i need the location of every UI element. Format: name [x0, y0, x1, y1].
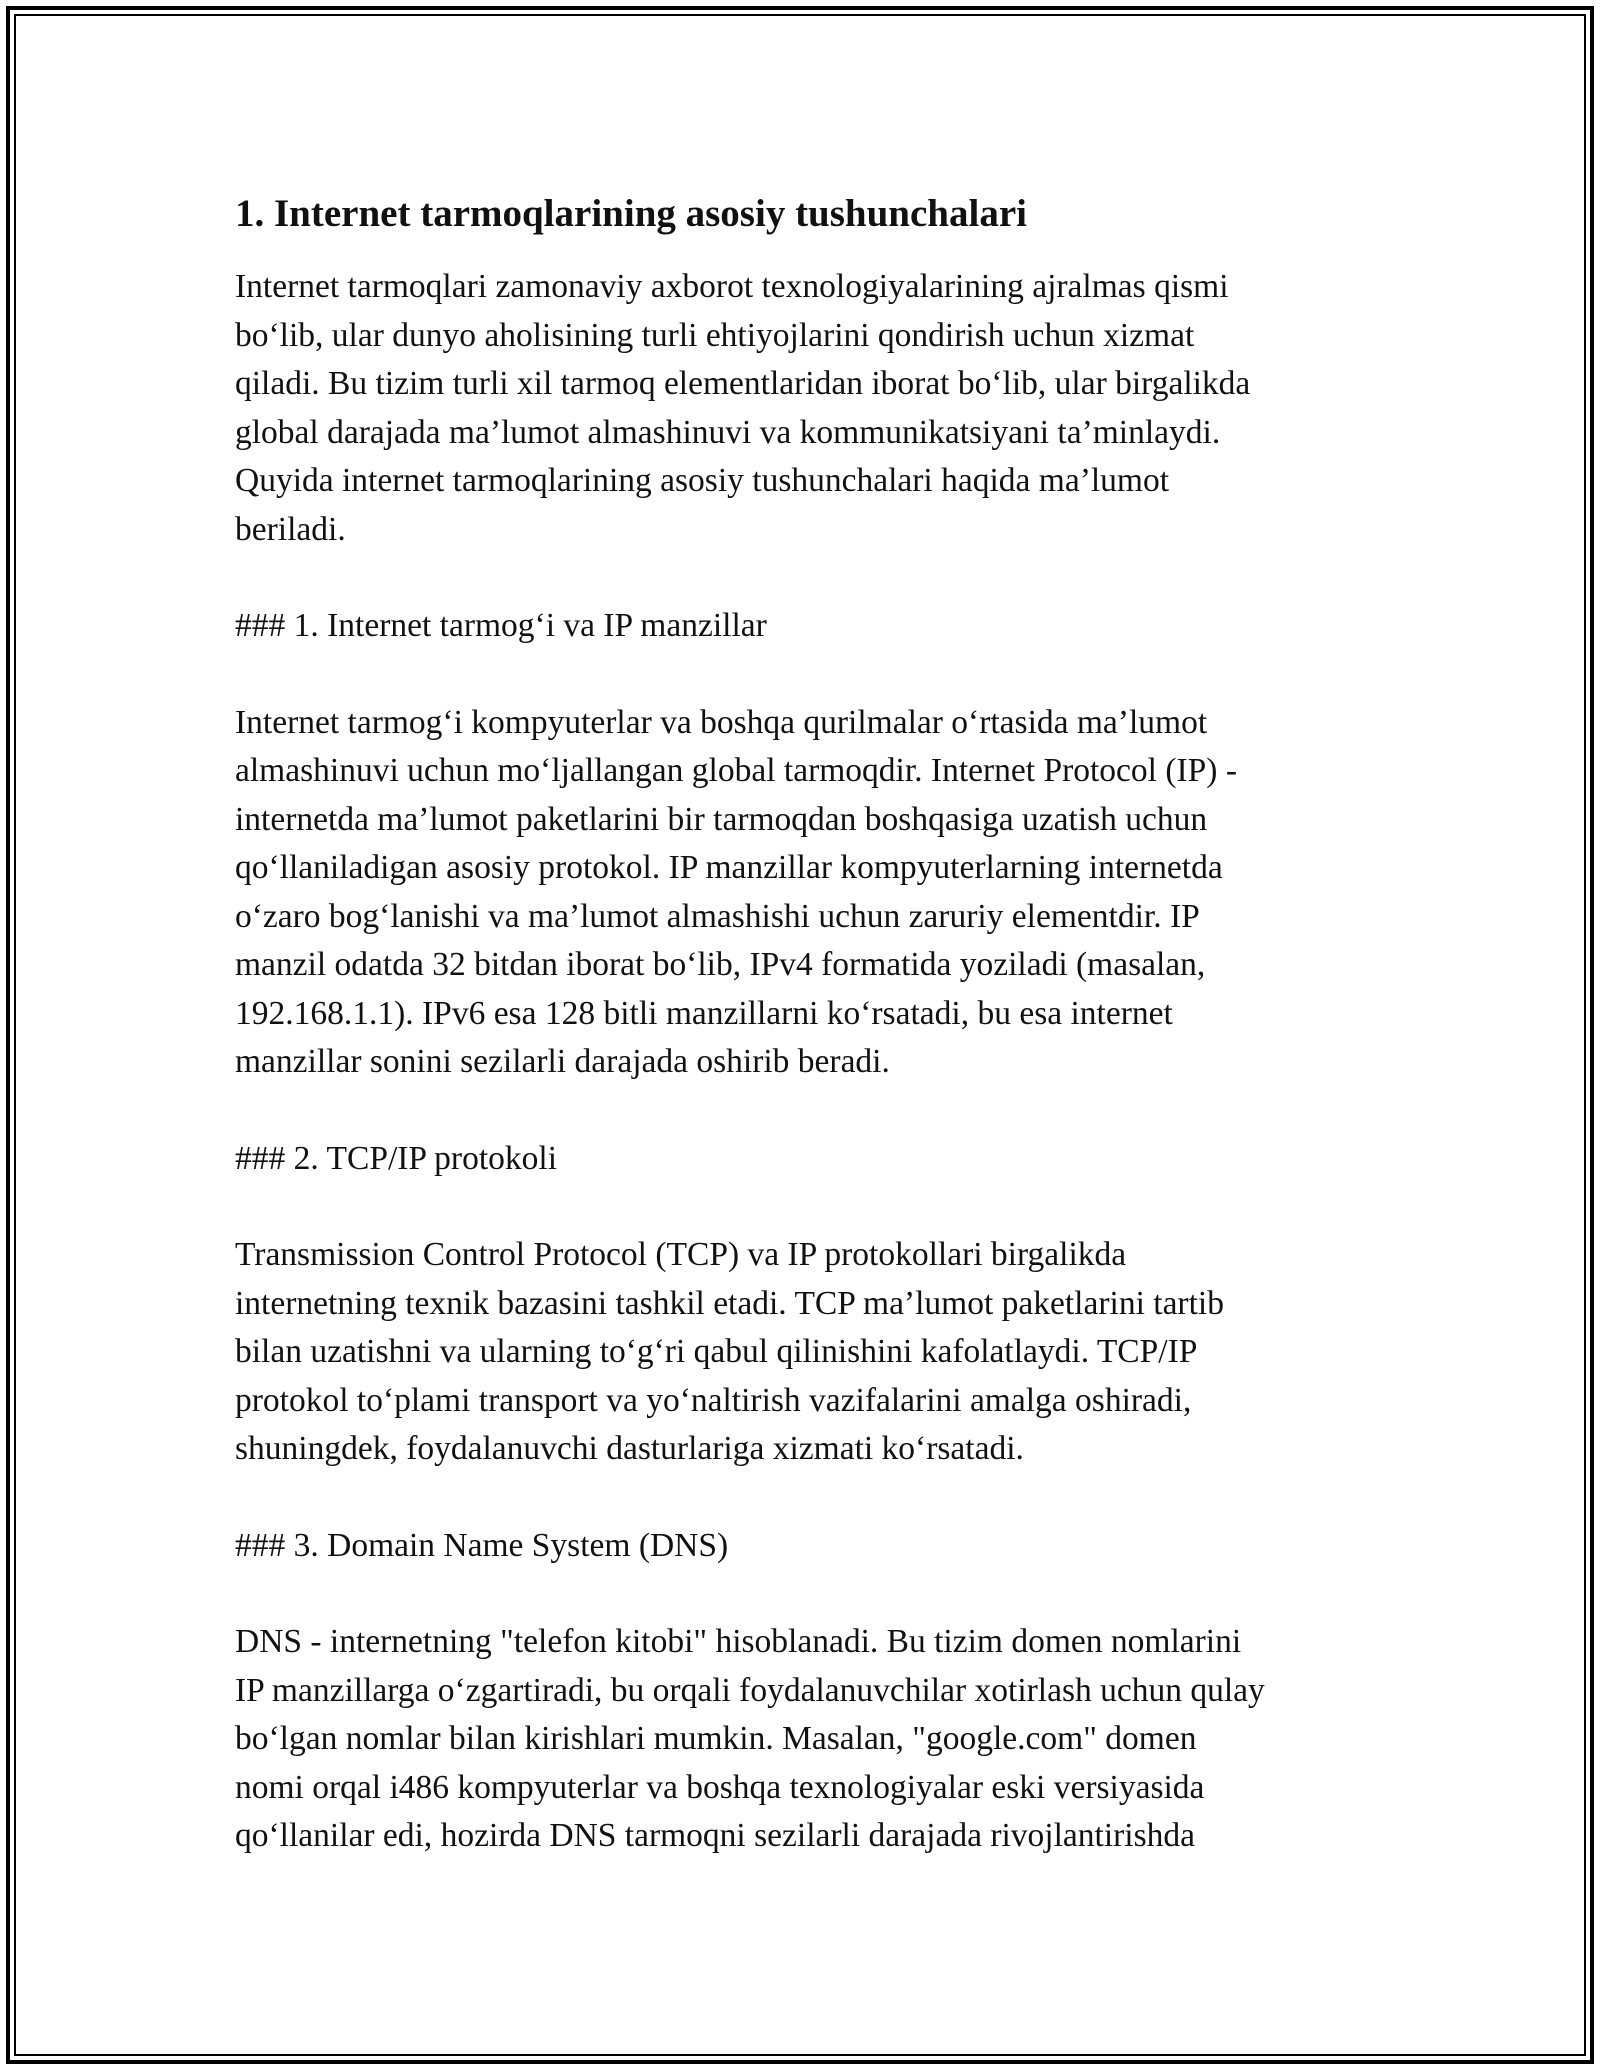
- text-line: beriladi.: [235, 510, 346, 548]
- text-line: bilan uzatishni va ularning to‘g‘ri qabul qilinishini kafolatlaydi. TCP/IP: [235, 1333, 1198, 1370]
- section-paragraph-dns: [235, 1618, 1375, 1861]
- text-line: Internet tarmoqlari zamonaviy axborot texnologiyalarining ajralmas qismi: [235, 268, 1229, 305]
- section-heading-ip: ### 1. Internet tarmog‘i va IP manzillar: [235, 607, 767, 644]
- text-line: qo‘llaniladigan asosiy protokol. IP manzillar kompyuterlarning internetda: [235, 849, 1223, 886]
- document-title: 1. Internet tarmoqlarining asosiy tushunchalari: [235, 192, 1027, 235]
- text-line: qiladi. Bu tizim turli xil tarmoq elementlaridan iborat bo‘lib, ular birgalikda: [235, 365, 1251, 402]
- text-line: protokol to‘plami transport va yo‘naltirish vazifalarini amalga oshiradi,: [235, 1381, 1192, 1419]
- text-line: global darajada ma’lumot almashinuvi va kommunikatsiyani ta’minlaydi.: [235, 413, 1221, 451]
- text-line: IP manzillarga o‘zgartiradi, bu orqali foydalanuvchilar xotirlash uchun qulay: [235, 1671, 1265, 1709]
- text-line: internetda ma’lumot paketlarini bir tarmoqdan boshqasiga uzatish uchun: [235, 800, 1208, 838]
- section-heading-dns: ### 3. Domain Name System (DNS): [235, 1526, 729, 1564]
- text-line: nomi orqal i486 kompyuterlar va boshqa texnologiyalar eski versiyasida: [235, 1768, 1205, 1806]
- text-line: Transmission Control Protocol (TCP) va IP protokollari birgalikda: [235, 1236, 1127, 1273]
- text-line: manzil odatda 32 bitdan iborat bo‘lib, IPv4 formatida yoziladi (masalan,: [235, 946, 1206, 983]
- section-paragraph-tcpip: [235, 1231, 1375, 1474]
- text-line: 192.168.1.1). IPv6 esa 128 bitli manzillarni ko‘rsatadi, bu esa internet: [235, 994, 1173, 1032]
- text-line: o‘zaro bog‘lanishi va ma’lumot almashishi uchun zaruriy elementdir. IP: [235, 897, 1200, 935]
- document-body: [235, 188, 1375, 1861]
- section-paragraph-ip: [235, 699, 1375, 1087]
- text-line: Internet tarmog‘i kompyuterlar va boshqa qurilmalar o‘rtasida ma’lumot: [235, 703, 1208, 741]
- text-line: almashinuvi uchun mo‘ljallangan global tarmoqdir. Internet Protocol (IP) -: [235, 752, 1237, 789]
- text-line: Quyida internet tarmoqlarining asosiy tushunchalari haqida ma’lumot: [235, 462, 1170, 499]
- section-heading-tcpip: ### 2. TCP/IP protokoli: [235, 1139, 558, 1177]
- text-line: shuningdek, foydalanuvchi dasturlariga xizmati ko‘rsatadi.: [235, 1430, 1024, 1467]
- text-line: bo‘lib, ular dunyo aholisining turli ehtiyojlarini qondirish uchun xizmat: [235, 316, 1195, 354]
- intro-paragraph: [235, 263, 1375, 554]
- text-line: qo‘llanilar edi, hozirda DNS tarmoqni sezilarli darajada rivojlantirishda: [235, 1817, 1196, 1854]
- text-line: manzillar sonini sezilarli darajada oshirib beradi.: [235, 1043, 890, 1080]
- text-line: DNS - internetning "telefon kitobi" hisoblanadi. Bu tizim domen nomlarini: [235, 1623, 1242, 1660]
- text-line: internetning texnik bazasini tashkil etadi. TCP ma’lumot paketlarini tartib: [235, 1284, 1224, 1322]
- text-line: bo‘lgan nomlar bilan kirishlari mumkin. Masalan, "google.com" domen: [235, 1720, 1197, 1757]
